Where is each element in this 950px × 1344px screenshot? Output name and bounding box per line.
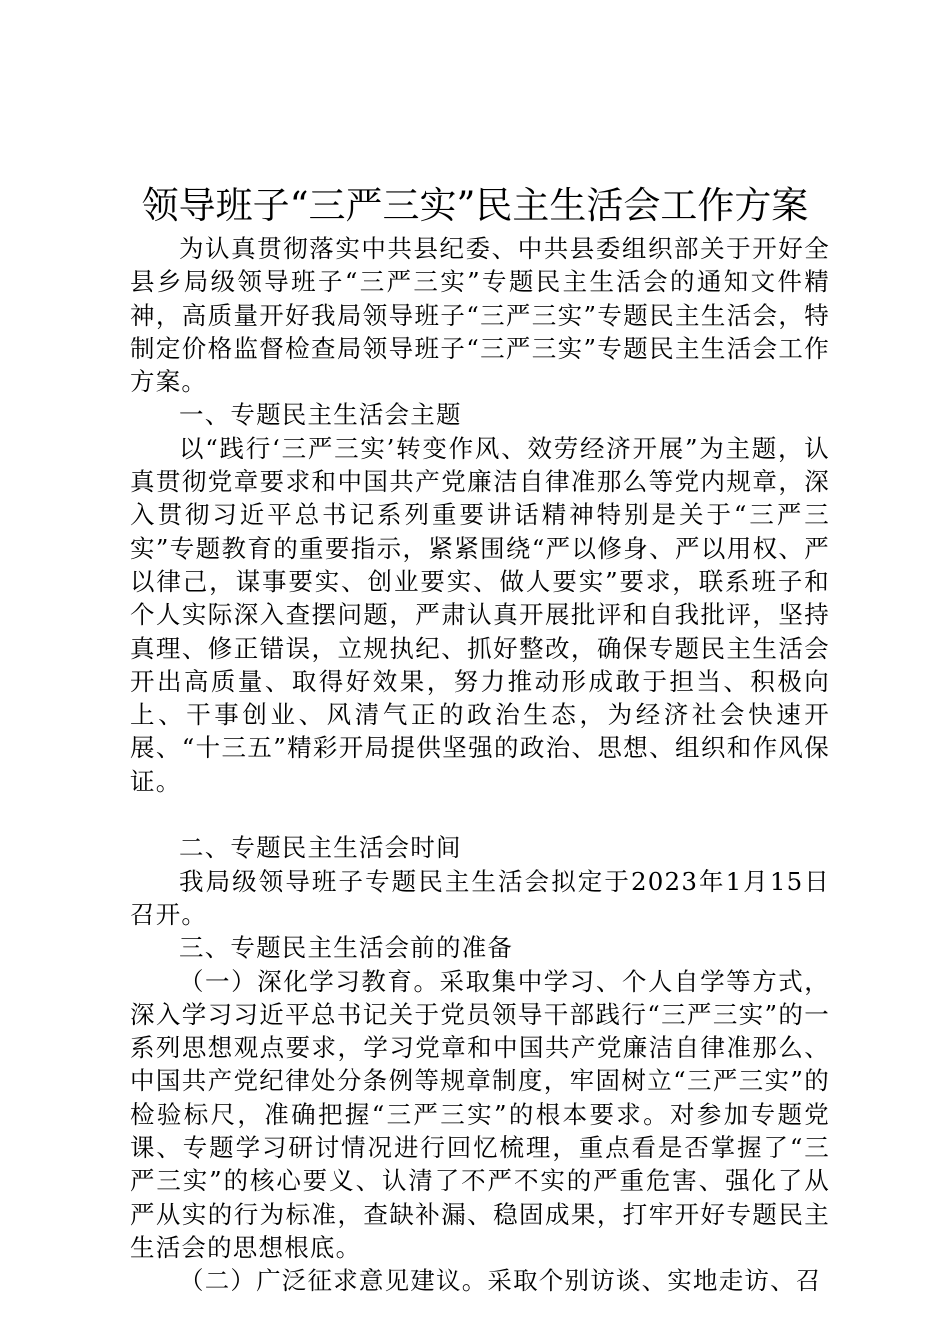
- section-heading-time: 二、专题民主生活会时间: [179, 833, 462, 863]
- theme-paragraph: 以“践行‘三严三实’转变作风、效劳经济开展”为主题，认真贯彻党章要求和中国共产党廉洁自律准那么等党内规章，深入贯彻习近平总书记系列重要讲话精神特别是关于“三严三实”专题教育的重要指示，紧紧围绕“严以修身、严以用权、严以律己，谋事要实、创业要实、做人要实”要求，联系班子和个人实际深入查摆问题，严肃认真开展批评和自我批评，坚持真理、修正错误，立规执纪、抓好整改，确保专题民主生活会开出高质量、取得好效果，努力推动形成敢于担当、积极向上、干事创业、风清气正的政治生态，为经济社会快速开展、“十三五”精彩开局提供坚强的政治、思想、组织和作风保证。: [130, 433, 830, 796]
- section-heading-preparation: 三、专题民主生活会前的准备: [179, 933, 514, 963]
- time-paragraph: 我局级领导班子专题民主生活会拟定于2023年1月15日召开。: [130, 866, 830, 929]
- section-heading-theme: 一、专题民主生活会主题: [179, 400, 462, 430]
- intro-paragraph: 为认真贯彻落实中共县纪委、中共县委组织部关于开好全县乡局级领导班子“三严三实”专题民主生活会的通知文件精神，高质量开好我局领导班子“三严三实”专题民主生活会，特制定价格监督检查局领导班子“三严三实”专题民主生活会工作方案。: [130, 234, 830, 397]
- document-body: [130, 232, 830, 1298]
- preparation-item-1: （一）深化学习教育。采取集中学习、个人自学等方式，深入学习习近平总书记关于党员领导干部践行“三严三实”的一系列思想观点要求，学习党章和中国共产党廉洁自律准那么、中国共产党纪律处分条例等规章制度，牢固树立“三严三实”的检验标尺，准确把握“三严三实”的根本要求。对参加专题党课、专题学习研讨情况进行回忆梳理，重点看是否掌握了“三严三实”的核心要义、认清了不严不实的严重危害、强化了从严从实的行为标准，查缺补漏、稳固成果，打牢开好专题民主生活会的思想根底。: [130, 966, 830, 1262]
- document-title: 领导班子“三严三实”民主生活会工作方案: [141, 184, 809, 227]
- preparation-item-2: （二）广泛征求意见建议。采取个别访谈、实地走访、召: [179, 1266, 822, 1296]
